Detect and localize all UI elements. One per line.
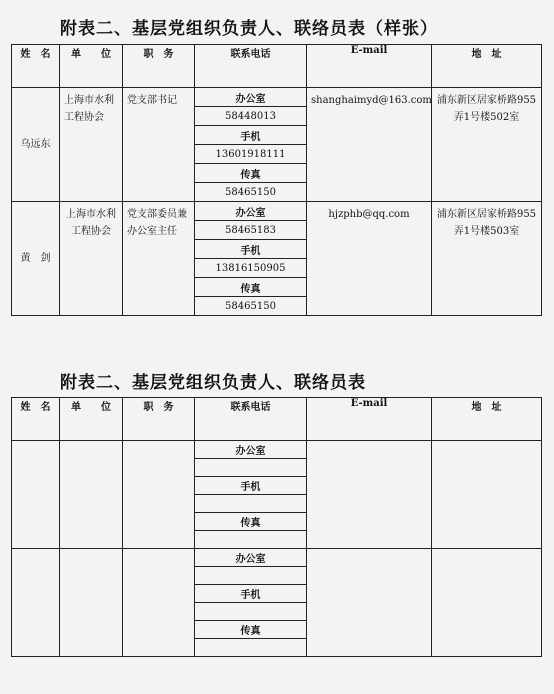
address-cell[interactable]	[432, 549, 542, 657]
table-row	[12, 549, 542, 657]
blank-table-title: 附表二、基层党组织负责人、联络员表	[60, 373, 366, 393]
mobile-number: 13601918111	[195, 145, 306, 164]
address-cell	[432, 202, 542, 316]
header-address: 地 址	[432, 45, 542, 88]
unit-text: 上海市水利工程协会	[66, 209, 116, 237]
office-label: 办公室	[195, 88, 306, 107]
header-name: 姓 名	[12, 398, 60, 441]
position-cell[interactable]	[123, 549, 195, 657]
sample-table-title: 附表二、基层党组织负责人、联络员表（样张）	[60, 19, 438, 39]
table-row	[12, 88, 542, 202]
address-cell	[432, 88, 542, 202]
position-cell[interactable]	[123, 441, 195, 549]
office-label: 办公室	[195, 441, 306, 459]
person-name-cell	[12, 202, 60, 316]
sample-contact-table	[11, 44, 542, 316]
table-row	[12, 202, 542, 316]
header-row	[12, 398, 542, 441]
office-number: 58465183	[195, 221, 306, 240]
unit-text: 上海市水利工程协会	[64, 95, 114, 123]
header-email: E-mail	[307, 398, 432, 441]
header-unit: 单 位	[60, 45, 123, 88]
phone-cell	[195, 88, 307, 202]
phone-subtable	[195, 441, 306, 548]
unit-cell[interactable]	[60, 549, 123, 657]
header-email: E-mail	[307, 45, 432, 88]
email-cell[interactable]	[307, 549, 432, 657]
address-text: 浦东新区居家桥路955弄1号楼503室	[436, 209, 537, 237]
mobile-number: 13816150905	[195, 259, 306, 278]
address-text: 浦东新区居家桥路955弄1号楼502室	[436, 95, 537, 123]
header-position: 职 务	[123, 45, 195, 88]
email-cell[interactable]	[307, 441, 432, 549]
blank-contact-table	[11, 397, 542, 657]
phone-cell	[195, 441, 307, 549]
office-number[interactable]	[195, 459, 306, 477]
fax-number: 58465150	[225, 300, 276, 312]
office-label: 办公室	[195, 549, 306, 567]
header-phone: 联系电话	[195, 398, 307, 441]
position-text: 党支部委员兼办公室主任	[127, 209, 187, 237]
mobile-number[interactable]	[195, 495, 306, 513]
person-name: 黄 剑	[20, 253, 51, 264]
mobile-number[interactable]	[195, 603, 306, 621]
mobile-label: 手机	[195, 585, 306, 603]
header-phone: 联系电话	[195, 45, 307, 88]
office-label: 办公室	[195, 202, 306, 221]
email-text: shanghaimyd@163.com	[311, 95, 432, 106]
office-number[interactable]	[195, 567, 306, 585]
header-address: 地 址	[432, 398, 542, 441]
header-position: 职 务	[123, 398, 195, 441]
fax-label: 传真	[195, 621, 306, 639]
person-name-cell[interactable]	[12, 549, 60, 657]
phone-subtable	[195, 202, 306, 315]
person-name-cell	[12, 88, 60, 202]
person-name: 乌远东	[20, 139, 51, 150]
unit-cell[interactable]	[60, 441, 123, 549]
fax-label: 传真	[195, 164, 306, 183]
email-cell	[307, 202, 432, 316]
office-number: 58448013	[195, 107, 306, 126]
unit-cell	[60, 202, 123, 316]
position-cell	[123, 88, 195, 202]
fax-number[interactable]	[195, 639, 306, 657]
mobile-label: 手机	[195, 126, 306, 145]
position-text: 党支部书记	[127, 95, 177, 106]
email-text: hjzphb@qq.com	[328, 209, 410, 220]
phone-subtable	[195, 549, 306, 656]
header-name: 姓 名	[12, 45, 60, 88]
table-row	[12, 441, 542, 549]
unit-cell	[60, 88, 123, 202]
fax-number: 58465150	[225, 186, 276, 198]
header-unit: 单 位	[60, 398, 123, 441]
mobile-label: 手机	[195, 240, 306, 259]
phone-cell	[195, 202, 307, 316]
mobile-label: 手机	[195, 477, 306, 495]
person-name-cell[interactable]	[12, 441, 60, 549]
email-cell	[307, 88, 432, 202]
fax-label: 传真	[195, 278, 306, 297]
fax-label: 传真	[195, 513, 306, 531]
position-cell	[123, 202, 195, 316]
phone-cell	[195, 549, 307, 657]
address-cell[interactable]	[432, 441, 542, 549]
phone-subtable	[195, 88, 306, 201]
header-row	[12, 45, 542, 88]
fax-number[interactable]	[195, 531, 306, 549]
